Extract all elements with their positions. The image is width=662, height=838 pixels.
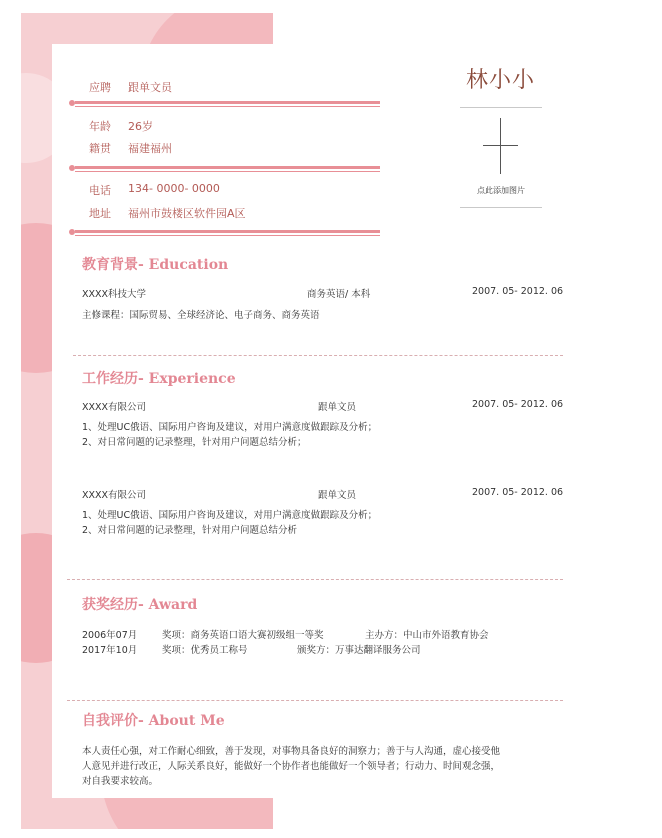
- award-org: 颁奖方：万事达翻译服务公司: [297, 645, 421, 656]
- experience-title: 工作经历- Experience: [82, 371, 236, 387]
- apply-label: 应聘: [89, 81, 111, 94]
- name-underline: [460, 107, 542, 108]
- self-title: 自我评价- About Me: [82, 713, 225, 729]
- origin-label: 籍贯: [89, 142, 111, 155]
- self-text: 人意见并进行改正，人际关系良好，能做好一个协作者也能做好一个领导者；行动力、时间观念强，: [82, 761, 501, 772]
- job-period: 2007. 05- 2012. 06: [472, 399, 564, 410]
- apply-value: 跟单文员: [128, 81, 172, 94]
- add-photo-icon-bar: [483, 145, 518, 146]
- award-date: 2017年10月: [82, 645, 138, 656]
- divider-thin: [75, 106, 380, 107]
- divider-bar: [75, 166, 380, 169]
- award-title: 获奖经历- Award: [82, 597, 198, 613]
- award-date: 2006年07月: [82, 630, 138, 641]
- section-divider: [73, 355, 563, 356]
- job-company: XXXX有限公司: [82, 490, 147, 501]
- education-school: XXXX科技大学: [82, 289, 147, 300]
- divider-bar: [75, 230, 380, 233]
- address-label: 地址: [89, 207, 111, 220]
- add-photo-hint: 点此添加图片: [477, 186, 525, 195]
- phone-value: 134- 0000- 0000: [128, 182, 220, 195]
- education-title: 教育背景- Education: [82, 257, 229, 273]
- photo-underline: [460, 207, 542, 208]
- job-period: 2007. 05- 2012. 06: [472, 487, 564, 498]
- job-role: 跟单文员: [318, 490, 357, 501]
- self-text: 本人责任心强，对工作耐心细致，善于发现，对事物具备良好的洞察力；善于与人沟通，虚心接受他: [82, 746, 501, 757]
- section-divider: [67, 579, 563, 580]
- award-org: 主办方：中山市外语教育协会: [365, 630, 489, 641]
- divider-bar: [75, 101, 380, 104]
- person-name: 林小小: [466, 68, 536, 93]
- job-duty: 2、对日常问题的记录整理，针对用户问题总结分析；: [82, 437, 307, 448]
- award-item: 奖项：优秀员工称号: [162, 645, 248, 656]
- award-item: 奖项：商务英语口语大赛初级组一等奖: [162, 630, 324, 641]
- job-role: 跟单文员: [318, 402, 357, 413]
- age-label: 年龄: [89, 120, 111, 133]
- photo-placeholder[interactable]: [460, 110, 542, 210]
- education-courses: 主修课程：国际贸易、全球经济论、电子商务、商务英语: [82, 310, 320, 321]
- address-value: 福州市鼓楼区软件园A区: [128, 207, 246, 220]
- age-value: 26岁: [128, 120, 153, 133]
- education-period: 2007. 05- 2012. 06: [472, 286, 564, 297]
- job-duty: 1、处理UC俄语、国际用户咨询及建议，对用户满意度做跟踪及分析；: [82, 510, 378, 521]
- job-duty: 1、处理UC俄语、国际用户咨询及建议，对用户满意度做跟踪及分析；: [82, 422, 378, 433]
- self-text: 对自我要求较高。: [82, 776, 159, 787]
- divider-thin: [75, 171, 380, 172]
- origin-value: 福建福州: [128, 142, 172, 155]
- add-photo-icon: [500, 118, 501, 174]
- divider-thin: [75, 235, 380, 236]
- education-major: 商务英语/ 本科: [307, 289, 371, 300]
- phone-label: 电话: [89, 184, 111, 197]
- job-company: XXXX有限公司: [82, 402, 147, 413]
- job-duty: 2、对日常问题的记录整理，针对用户问题总结分析: [82, 525, 298, 536]
- section-divider: [67, 700, 563, 701]
